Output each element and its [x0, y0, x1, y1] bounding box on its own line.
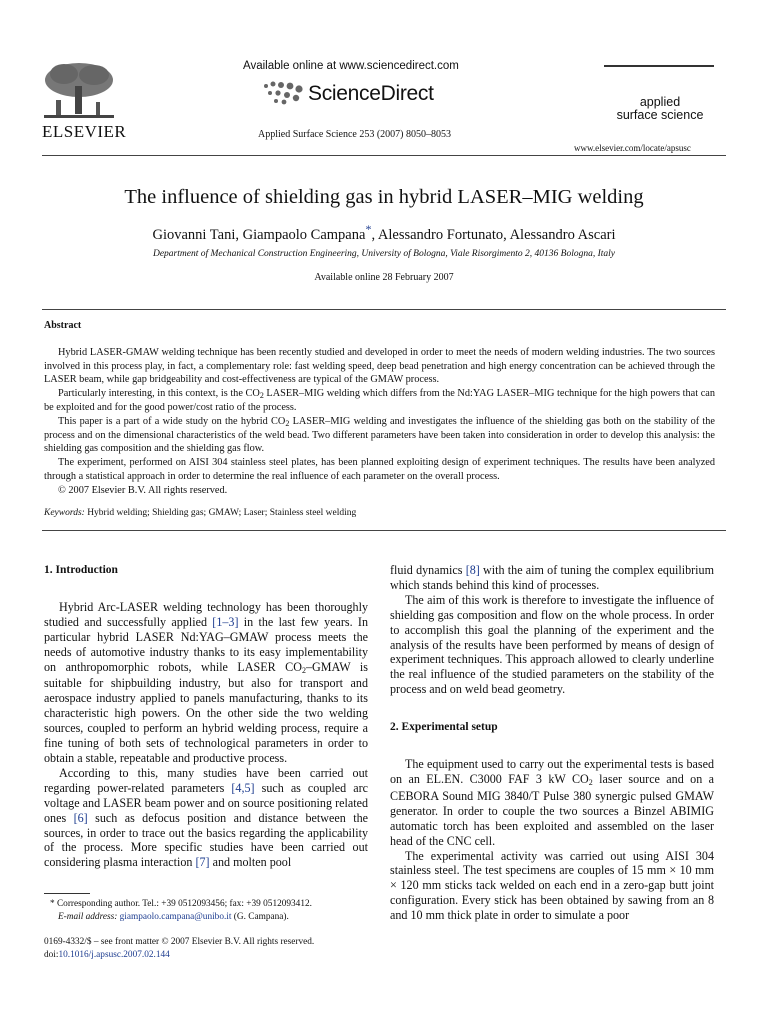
header-divider — [42, 155, 726, 156]
journal-url[interactable]: www.elsevier.com/locate/apsusc — [574, 143, 691, 153]
article-title: The influence of shielding gas in hybrid LASER–MIG welding — [124, 186, 644, 208]
email-label: E-mail address: — [58, 912, 120, 922]
sciencedirect-wordmark: ScienceDirect — [308, 82, 434, 105]
available-date: Available online 28 February 2007 — [314, 272, 454, 283]
abstract-paragraph: Particularly interesting, in this context, is the CO2 LASER–MIG welding which differs from the Nd:YAG LASER–MIG technique for the high powers that can be exploited and for the good power/cost ratio of the process. — [44, 388, 715, 413]
doi-line: doi:10.1016/j.apsusc.2007.02.144 — [44, 950, 170, 960]
right-column — [390, 563, 714, 923]
abstract-divider-top — [42, 309, 726, 310]
author-list — [0, 222, 768, 244]
abstract-paragraph: This paper is a part of a wide study on the hybrid CO2 LASER–MIG welding and investigates the influence of the shielding gas both on the stability of the process and on the dimensional characteristics of the weld bead. Two different parameters have been taken into consideration in order to develop this analysis: the shielding gas composition and the shielding gas flow. — [44, 416, 715, 455]
abstract-paragraph: Hybrid LASER-GMAW welding technique has been recently studied and developed in order to meet the needs of modern welding industries. The two sources involved in this process play, in fact, a complementary role: fast welding speed, deep bead penetration and high energy concentration can be achieved through the LASER beam, while gap bridgeability and cost-effectiveness are typical of the GMAW process. — [44, 347, 715, 386]
abstract-heading: Abstract — [44, 320, 82, 331]
footnote-divider — [44, 893, 90, 894]
authors-rest: , Alessandro Fortunato, Alessandro Ascari — [371, 226, 616, 243]
issn-line: 0169-4332/$ – see front matter © 2007 Elsevier B.V. All rights reserved. — [44, 937, 315, 947]
email-link[interactable]: giampaolo.campana@unibo.it — [119, 912, 232, 922]
journal-logo-rule — [604, 65, 714, 67]
body-paragraph: The aim of this work is therefore to investigate the influence of shielding gas composition and flow on the whole process. In order to accomplish this goal the planning of the experiment and the analysis of the results have been performed by means of design of experiment techniques. This approach allowed to clearly underline the real influence of the studied parameters on the stability of the process and on weld bead geometry. — [390, 592, 714, 697]
citation-link[interactable]: [7] — [195, 855, 210, 870]
body-paragraph: The experimental activity was carried out using AISI 304 stainless steel. The test specimens are couples of 15 mm × 10 mm × 120 mm sticks tack welded on each end in a zero-gap butt joint configuration. Every stick has been obtained by sawing from an 8 and 10 mm thick plate in order to simulate a poor — [390, 848, 714, 923]
journal-logo-line2: surface science — [616, 108, 704, 122]
email-note: E-mail address: giampaolo.campana@unibo.it (G. Campana). — [58, 912, 289, 922]
abstract-divider-bottom — [42, 530, 726, 531]
journal-logo — [604, 96, 716, 122]
citation-link[interactable]: [6] — [73, 810, 88, 825]
body-paragraph: The equipment used to carry out the experimental tests is based on an EL.EN. C3000 FAF 3 kW CO2 laser source and on a CEBORA Sound MIG 3840/T Pulse 380 synergic pulsed GMAW generator. In order to couple the two sources a Binzel ABIMIG automatic torch has been exploited and assembled on the laser head of the CNC cell. — [390, 757, 714, 848]
keywords-label: Keywords: — [44, 508, 85, 518]
citation-link[interactable]: [8] — [465, 563, 480, 577]
journal-citation: Applied Surface Science 253 (2007) 8050–8053 — [258, 129, 452, 140]
section-heading-experimental-setup: 2. Experimental setup — [390, 721, 498, 734]
publisher-name: ELSEVIER — [42, 122, 127, 141]
keywords — [44, 508, 356, 518]
copyright-line: © 2007 Elsevier B.V. All rights reserved. — [58, 485, 228, 496]
body-paragraph: According to this, many studies have been carried out regarding power-related parameters [4,5] such as coupled arc voltage and LASER beam power and on source positioning related ones [6] such as defocus position and distance between the sources, in order to trace out the basics regarding the applicability of the process. More specific studies have been carried out considering plasma interaction [7] and molten pool — [44, 765, 369, 870]
keywords-list: Hybrid welding; Shielding gas; GMAW; Laser; Stainless steel welding — [84, 508, 357, 518]
abstract-paragraph: The experiment, performed on AISI 304 stainless steel plates, has been planned exploiting design of experiment techniques. The results have been analyzed through a statistical approach in order to determine the real influence of each parameter on the overall process. — [44, 457, 715, 482]
authors-first: Giovanni Tani, Giampaolo Campana — [152, 226, 366, 243]
doi-link[interactable]: 10.1016/j.apsusc.2007.02.144 — [58, 950, 170, 960]
section-heading-introduction: 1. Introduction — [44, 564, 118, 576]
elsevier-tree-logo — [38, 60, 120, 122]
left-column — [44, 563, 368, 870]
body-paragraph: Hybrid Arc-LASER welding technology has been thoroughly studied and successfully applied [1–3] in the last few years. In particular hybrid LASER Nd:YAG–GMAW process meets the needs of automotive industry thanks to its easy implementability on anthropomorphic robots, while LASER CO2–GMAW is suitable for shipbuilding industry, but also for transport and aerospace industry applied to panels manufacturing, thanks to its characteristic high powers. On the other side the two welding sources, coupled to perform an hybrid welding process, require a fine tuning of both sets of technological parameters in order to obtain a stable, repeatable and productive process. — [44, 599, 368, 765]
body-paragraph: fluid dynamics [8] with the aim of tuning the complex equilibrium which stands behind this kind of processes. — [390, 563, 714, 592]
affiliation: Department of Mechanical Construction Engineering, University of Bologna, Viale Risorgimento 2, 40136 Bologna, Italy — [152, 249, 615, 259]
corresponding-author-note: * Corresponding author. Tel.: +39 0512093456; fax: +39 0512093412. — [50, 899, 312, 909]
sciencedirect-dots-icon — [262, 80, 304, 106]
journal-logo-line1: applied — [639, 95, 681, 109]
corresponding-author-mark[interactable]: * — [365, 222, 372, 236]
citation-link[interactable]: [1–3] — [212, 614, 239, 629]
citation-link[interactable]: [4,5] — [231, 780, 255, 795]
available-online-line: Available online at www.sciencedirect.com — [243, 60, 459, 72]
